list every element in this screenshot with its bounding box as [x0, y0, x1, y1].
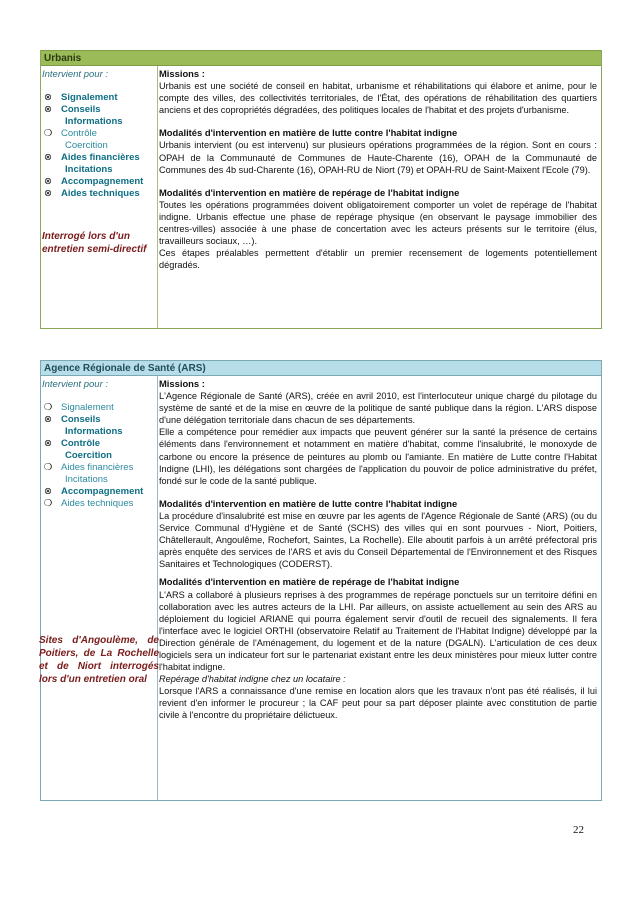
- intervention-label: Signalement: [61, 92, 118, 103]
- urbanis-right-column: [159, 66, 601, 328]
- empty-circle-icon: ❍: [43, 498, 53, 509]
- urbanis-left-column: [41, 66, 158, 328]
- intervention-sublabel: Informations: [65, 116, 123, 127]
- intervention-item: [41, 104, 157, 128]
- urbanis-lutte-title: Modalités d'intervention en matière de lutte contre l'habitat indigne: [159, 127, 458, 139]
- ars-lutte-title: Modalités d'intervention en matière de lutte contre l'habitat indigne: [159, 497, 458, 509]
- empty-circle-icon: ❍: [43, 128, 53, 139]
- ars-reperage-title: Modalités d'intervention en matière de repérage de l'habitat indigne: [159, 576, 460, 588]
- intervention-sublabel: Informations: [65, 426, 123, 437]
- intervention-item: [41, 498, 157, 510]
- intervention-item: [41, 188, 157, 200]
- empty-circle-icon: ❍: [43, 402, 53, 413]
- intervention-item: [41, 92, 157, 104]
- ars-section: [40, 360, 602, 801]
- ars-reperage-text: L'ARS a collaboré à plusieurs reprises à des programmes de repérage ponctuels sur un territoire défini en collaboration avec les autres acteurs de la LHI. Par ailleurs, on assiste actuellement au sein des ARS au déploiement du logiciel ARIANE qui pourra également servir d'outil de recueil des signalements. Il fera l'interface avec le logiciel ORTHI (observatoire Relatif au Traitement de l'Habitat Indigne) développé par la Direction générale de l'Aménagement, du logement et de la nature (DGALN). L'articulation de ces deux logiciels sera un indicateur fort sur le partenariat existant entre les deux ministères pour mieux lutter contre l'habitat indigne.: [159, 589, 597, 673]
- crossed-circle-icon: ⊗: [44, 104, 52, 115]
- crossed-circle-icon: ⊗: [44, 176, 52, 187]
- ars-lutte-text: La procédure d'insalubrité est mise en œuvre par les agents de l'Agence Régionale de Santé (ARS) (ou du Service Communal d'Hygiène et de Santé (SCHS) des villes qui en sont pourvues - Niort, Poitiers, Châtellerault, Angoulême, Rochefort, Saintes, La Rochelle). Elle aboutit parfois à un arrêté préfectoral pris après enquête des services de l'ARS et avis du Conseil Départemental de l'Environnement et des Risques Sanitaires et Technologiques (CODERST).: [159, 510, 597, 570]
- page-number: 22: [573, 824, 584, 836]
- crossed-circle-icon: ⊗: [44, 486, 52, 497]
- urbanis-reperage-text-2: Ces étapes préalables permettent d'établir un premier recensement de logements potentiellement dégradés.: [159, 248, 597, 271]
- ars-header: Agence Régionale de Santé (ARS): [41, 360, 601, 376]
- intervention-item: [41, 486, 157, 498]
- intervention-label: Contrôle: [61, 128, 97, 139]
- urbanis-missions-title: Missions :: [159, 68, 205, 79]
- intervention-label: Accompagnement: [61, 486, 144, 497]
- intervention-item: [41, 414, 157, 438]
- urbanis-header: Urbanis: [41, 50, 601, 66]
- ars-locataire-title: Repérage d'habitat indigne chez un locataire :: [159, 674, 346, 685]
- ars-missions-title: Missions :: [159, 378, 205, 389]
- intervention-label: Conseils: [61, 104, 101, 115]
- urbanis-note: Interrogé lors d'un entretien semi-directif: [42, 231, 147, 255]
- intervention-item: [41, 152, 157, 176]
- intervention-label: Accompagnement: [61, 176, 144, 187]
- intervention-label: Aides financières: [61, 462, 134, 473]
- crossed-circle-icon: ⊗: [44, 152, 52, 163]
- ars-intervention-list: [41, 402, 157, 510]
- ars-intro: Intervient pour :: [42, 379, 109, 390]
- urbanis-intervention-list: [41, 92, 157, 200]
- intervention-item: [41, 402, 157, 414]
- intervention-item: [41, 128, 157, 152]
- intervention-sublabel: Coercition: [65, 140, 108, 151]
- intervention-label: Contrôle: [61, 438, 101, 449]
- ars-left-column: [41, 376, 158, 800]
- intervention-label: Aides techniques: [61, 188, 140, 199]
- crossed-circle-icon: ⊗: [44, 414, 52, 425]
- intervention-label: Aides financières: [61, 152, 140, 163]
- intervention-label: Conseils: [61, 414, 101, 425]
- urbanis-missions-text: Urbanis est une société de conseil en habitat, urbanisme et réhabilitations qui élabore et anime, pour le compte des villes, des collectivités territoriales, de l'État, des opérations de réhabilitation des quartiers anciens et des copropriétés dégradées, des politiques locales de l'habitat et des projets d'urbanisme.: [159, 81, 597, 116]
- empty-circle-icon: ❍: [43, 462, 53, 473]
- intervention-item: [41, 438, 157, 462]
- urbanis-intro: Intervient pour :: [42, 69, 109, 80]
- intervention-item: [41, 462, 157, 486]
- urbanis-reperage-title: Modalités d'intervention en matière de repérage de l'habitat indigne: [159, 186, 460, 198]
- ars-locataire-text: Lorsque l'ARS a connaissance d'une remise en location alors que les travaux n'ont pas été réalisés, il lui revient d'en informer le procureur ; la CAF peut pour sa part déposer plainte avec constitution de partie civile à l'encontre du propriétaire délictueux.: [159, 686, 597, 721]
- urbanis-reperage-text: Toutes les opérations programmées doivent obligatoirement comporter un volet de repérage de l'habitat indigne. Urbanis effectue une phase de repérage physique (en observant le paysage immobilier des centres-villes) associée à une phase de concertation avec les acteurs présents sur le territoire (élus, travailleurs sociaux, …).: [159, 199, 597, 247]
- crossed-circle-icon: ⊗: [44, 438, 52, 449]
- intervention-sublabel: Coercition: [65, 450, 112, 461]
- intervention-sublabel: Incitations: [65, 474, 108, 485]
- urbanis-section: [40, 50, 602, 329]
- ars-right-column: [159, 376, 601, 800]
- intervention-sublabel: Incitations: [65, 164, 113, 175]
- crossed-circle-icon: ⊗: [44, 188, 52, 199]
- intervention-item: [41, 176, 157, 188]
- ars-missions-text-2: Elle a compétence pour remédier aux impacts que peuvent générer sur la santé la présence de certains éléments dans l'environnement et notamment en matière d'habitat, comme l'insalubrité, le monoxyde de carbone ou encore la présence de peintures au plomb ou l'amiante. En matière de Lutte contre l'Habitat Indigne (LHI), les délégations sont chargées de l'application du pouvoir de police administrative du préfet, fondé sur le code de la santé publique.: [159, 427, 597, 486]
- ars-missions-text: L'Agence Régionale de Santé (ARS), créée en avril 2010, est l'interlocuteur unique chargé du pilotage du système de santé et de la mise en œuvre de la politique de santé publique dans la région. L'ARS dispose d'une délégation territoriale dans chacun de ses départements.: [159, 391, 597, 426]
- ars-note: Sites d'Angoulème, de Poitiers, de La Rochelle et de Niort interrogés lors d'un entretien oral: [39, 635, 159, 685]
- crossed-circle-icon: ⊗: [44, 92, 52, 103]
- urbanis-lutte-text: Urbanis intervient (ou est intervenu) sur plusieurs opérations programmées de la région. Sont en cours : OPAH de la Communauté de Communes de Haute-Charente (16), OPAH de la Communauté de Communes des 4b sud-Charente (16), OPAH-RU de Niort (79) et OPAH-RU de Saint-Maixent l'Ecole (79).: [159, 140, 597, 175]
- intervention-label: Aides techniques: [61, 498, 134, 509]
- intervention-label: Signalement: [61, 402, 114, 413]
